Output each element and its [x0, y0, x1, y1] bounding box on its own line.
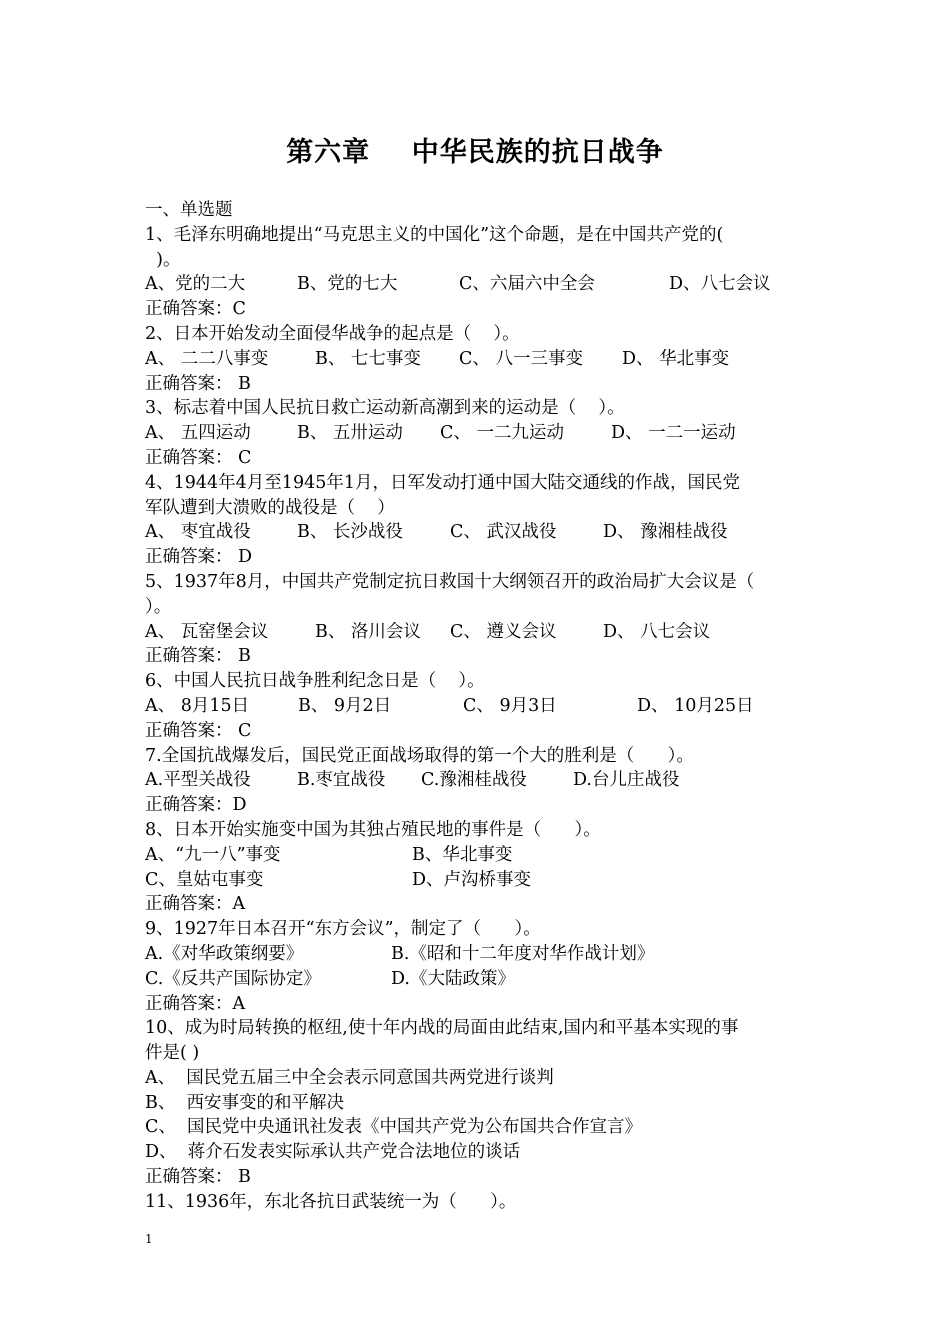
question-9-options-row2	[145, 967, 815, 992]
question-1-cont: )。	[145, 249, 181, 270]
question-6-options	[145, 694, 815, 719]
question-list	[145, 198, 815, 1215]
option-b: B、党的七大	[297, 274, 398, 295]
option-a: A、 国民党五届三中全会表示同意国共两党进行谈判	[145, 1067, 554, 1088]
question-10: 10、成为时局转换的枢纽,使十年内战的局面由此结束,国内和平基本实现的事	[145, 1018, 739, 1039]
answer-4: 正确答案： D	[145, 547, 253, 568]
answer-9: 正确答案：A	[145, 993, 246, 1014]
option-c: C、 武汉战役	[450, 522, 557, 543]
option-b: B、 洛川会议	[315, 621, 421, 642]
option-b: B、华北事变	[412, 844, 513, 865]
option-d: D、 10月25日	[637, 695, 754, 716]
page-number: 1	[145, 1232, 153, 1246]
question-6: 6、中国人民抗日战争胜利纪念日是（ ）。	[145, 671, 485, 692]
question-7-options	[145, 768, 815, 793]
option-b: B、 长沙战役	[297, 522, 403, 543]
question-2: 2、日本开始发动全面侵华战争的起点是（ ）。	[145, 323, 520, 344]
question-1-options	[145, 272, 815, 297]
option-c: C、 八一三事变	[459, 348, 583, 369]
question-8-options-row1	[145, 843, 815, 868]
option-b: B、 9月2日	[298, 695, 392, 716]
option-c: C、六届六中全会	[459, 274, 595, 295]
option-c: C、 9月3日	[463, 695, 557, 716]
answer-10: 正确答案： B	[145, 1167, 251, 1188]
option-a: A、 枣宜战役	[145, 522, 251, 543]
option-d: D、卢沟桥事变	[412, 869, 532, 890]
question-9-options-row1	[145, 942, 815, 967]
option-c: C、 遵义会议	[450, 621, 557, 642]
question-8-options-row2	[145, 868, 815, 893]
answer-6: 正确答案： C	[145, 720, 252, 741]
chapter-title: 第六章 中华民族的抗日战争	[286, 137, 664, 168]
question-3-options	[145, 421, 815, 446]
answer-5: 正确答案： B	[145, 646, 251, 667]
option-d: D、 八七会议	[603, 621, 711, 642]
question-5-options	[145, 620, 815, 645]
question-8: 8、日本开始实施变中国为其独占殖民地的事件是（ ）。	[145, 819, 601, 840]
option-d: D、 蒋介石发表实际承认共产党合法地位的谈话	[145, 1142, 521, 1163]
option-a: A、 二二八事变	[145, 348, 269, 369]
option-a: A、党的二大	[145, 274, 246, 295]
option-d: D.台儿庄战役	[573, 770, 680, 791]
option-c: C、皇姑屯事变	[145, 869, 264, 890]
option-d: D、 一二一运动	[611, 423, 736, 444]
option-d: D、 华北事变	[622, 348, 730, 369]
option-c: C.豫湘桂战役	[421, 770, 527, 791]
option-d: D.《大陆政策》	[391, 968, 515, 989]
option-b: B.枣宜战役	[297, 770, 386, 791]
answer-7: 正确答案：D	[145, 795, 247, 816]
option-b: B.《昭和十二年度对华作战计划》	[391, 943, 655, 964]
question-2-options	[145, 347, 815, 372]
question-5: 5、1937年8月，中国共产党制定抗日救国十大纲领召开的政治局扩大会议是（	[145, 571, 755, 592]
question-11: 11、1936年，东北各抗日武装统一为（ ）。	[145, 1191, 517, 1212]
answer-1: 正确答案：C	[145, 299, 246, 320]
question-4: 4、1944年4月至1945年1月，日军发动打通中国大陆交通线的作战，国民党	[145, 472, 740, 493]
question-9: 9、1927年日本召开“东方会议”，制定了（ ）。	[145, 919, 541, 940]
option-b: B、 七七事变	[315, 348, 421, 369]
option-a: A、 8月15日	[145, 695, 250, 716]
question-3: 3、标志着中国人民抗日救亡运动新高潮到来的运动是（ ）。	[145, 398, 625, 419]
question-5-cont: ）。	[145, 596, 172, 617]
question-10-cont: 件是( )	[145, 1043, 200, 1064]
option-b: B、 五卅运动	[297, 423, 403, 444]
option-b: B、 西安事变的和平解决	[145, 1092, 344, 1113]
question-1: 1、毛泽东明确地提出“马克思主义的中国化”这个命题，是在中国共产党的(	[145, 224, 724, 245]
option-c: C.《反共产国际协定》	[145, 968, 321, 989]
question-4-cont: 军队遭到大溃败的战役是（ ）	[145, 497, 395, 518]
answer-2: 正确答案： B	[145, 373, 251, 394]
answer-8: 正确答案：A	[145, 894, 246, 915]
question-4-options	[145, 520, 815, 545]
option-c: C、 一二九运动	[440, 423, 564, 444]
option-c: C、 国民党中央通讯社发表《中国共产党为公布国共合作宣言》	[145, 1117, 643, 1138]
option-a: A.平型关战役	[145, 770, 251, 791]
answer-3: 正确答案： C	[145, 447, 252, 468]
question-7: 7.全国抗战爆发后，国民党正面战场取得的第一个大的胜利是（ ）。	[145, 745, 694, 766]
option-a: A.《对华政策纲要》	[145, 943, 304, 964]
section-heading: 一、单选题	[145, 200, 233, 220]
option-a: A、 五四运动	[145, 423, 251, 444]
option-d: D、 豫湘桂战役	[603, 522, 728, 543]
option-a: A、“九一八”事变	[145, 844, 281, 865]
option-d: D、八七会议	[669, 274, 771, 295]
option-a: A、 瓦窑堡会议	[145, 621, 269, 642]
